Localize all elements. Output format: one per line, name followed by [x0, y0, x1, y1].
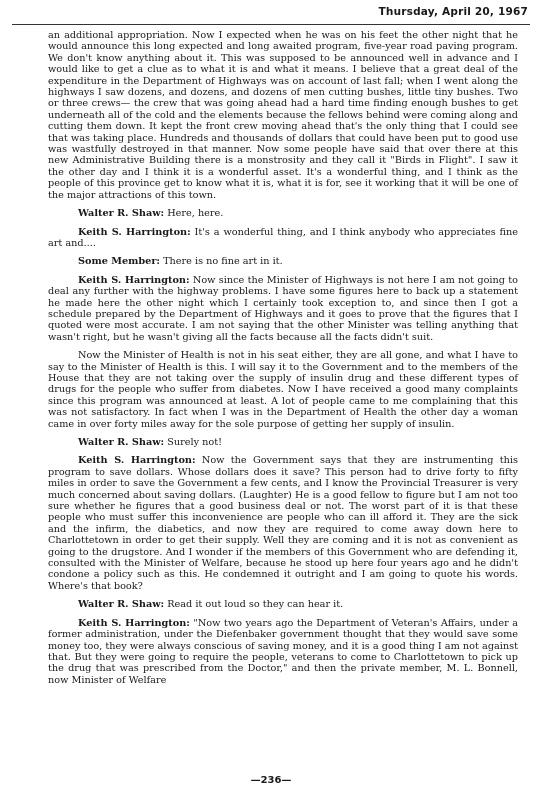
speaker-name: Keith S. Harrington: [78, 274, 190, 286]
paragraph-text: Read it out loud so they can hear it. [167, 599, 344, 611]
header-rule [12, 24, 530, 25]
paragraph-8 [48, 599, 518, 610]
paragraph-text: Here, here. [167, 208, 224, 220]
paragraph-6 [48, 437, 518, 448]
paragraph-text: Now the Government says that they are instrumenting this program to save dollars. Whose dollars does it save? This person had to drive forty to fifty miles in order to save the Government a few cents, and I know the Provincial Treasurer is very much concerned about saving dollars. (Laughter) He is a good fellow to figure but I am not too sure whether he figures that a good business deal or not. The worst part of it is that these people who must suffer this inconvenience are people who can ill afford it. They are the sick and the infirm, the diabetics, and now they are required to come away down here to Charlottetown in order to get their supply. Well they are coming and it is not as convenient as going to the drugstore. And I wonder if the members of this Government who are defending it, consulted with the Minister of Welfare, because he stood up here four years ago and he didn't condone a policy such as this. He condemned it outright and I am going to quote his words. Where's that book? [48, 455, 518, 592]
paragraph-text: There is no fine art in it. [163, 256, 283, 268]
paragraph-7 [48, 455, 518, 592]
page-number: —236— [250, 775, 292, 786]
speaker-name: Walter R. Shaw: [78, 208, 165, 220]
page-date-header: Thursday, April 20, 1967 [378, 6, 528, 18]
speaker-name: Keith S. Harrington: [78, 455, 196, 467]
paragraph-text: Now the Minister of Health is not in his seat either, they are all gone, and what I have to say to the Minister of Health is this. I will say it to the Government and to the members of the House that they are not taking over the supply of insulin drug and these different types of drugs for the people who suffer from diabetes. Now I have received a good many complaints since this program was announced at least. A lot of people came to me complaining that this was not satisfactory. In fact when I was in the Department of Health the other day a woman came in over forty miles away for the sole purpose of getting her supply of insulin. [48, 350, 518, 430]
speaker-name: Some Member: [78, 256, 160, 268]
paragraph-text: It's a wonderful thing, and I think anybody who appreciates fine art and.... [48, 226, 518, 249]
paragraph-text: "Now two years ago the Department of Veteran's Affairs, under a former administration, under the Diefenbaker government thought that they would save some money too, they were always conscious of saving money, and it is a good thing I am not against that. But they were going to require the people, veterans to come to Charlottetown to pick up the drug that was prescribed from the Doctor," and then the private member, M. L. Bonnell, now Minister of Welfare [48, 617, 518, 686]
paragraph-4 [48, 275, 518, 343]
transcript-body [48, 30, 518, 689]
paragraph-0 [48, 30, 518, 201]
paragraph-text: Surely not! [167, 437, 222, 448]
speaker-name: Keith S. Harrington: [78, 617, 190, 629]
paragraph-text: Now since the Minister of Highways is not here I am not going to deal any further with the highway problems. I have some figures here to back up a statement he made here the other night which I certainly took exception to, and since then I got a schedule prepared by the Department of Highways and it goes to prove that the figures that I quoted were most accurate. I am not saying that the other Minister was telling anything that wasn't right, but he wasn't giving all the facts because all the facts didn't suit. [48, 274, 518, 343]
speaker-name: Keith S. Harrington: [78, 226, 191, 238]
paragraph-1 [48, 208, 518, 219]
paragraph-2 [48, 227, 518, 250]
paragraph-3 [48, 256, 518, 267]
speaker-name: Walter R. Shaw: [78, 437, 165, 448]
speaker-name: Walter R. Shaw: [78, 599, 165, 611]
paragraph-text: an additional appropriation. Now I expected when he was on his feet the other night that he would announce this long expected and long awaited program, five-year road paving program. We don't know anything about it. This was supposed to be announced well in advance and I would like to get a clue as to what it is and what it means. I believe that a great deal of the expenditure in the Department of Highways was on account of last fall; when I went along the highways I saw dozens, and dozens, and dozens of men cutting bushes, little tiny bushes. Two or three crews— the crew that was going ahead had a hard time finding enough bushes to get underneath all of the cold and the elements because the fellows behind were coming along and cutting them down. It kept the front crew moving ahead that's the only thing that I could see that was taking place. Hundreds and thousands of dollars that could have been put to good use was wastfully destroyed in that manner. Now some people have said that over there at this new Administrative Building there is a monstrosity and they call it "Birds in Flight". I saw it the other day and I think it is a wonderful asset. It's a wonderful thing, and I think as the people of this province get to know what it is, what it is for, see it working that it will be one of the major attractions of this town. [48, 30, 518, 201]
paragraph-5 [48, 350, 518, 430]
paragraph-9 [48, 618, 518, 686]
